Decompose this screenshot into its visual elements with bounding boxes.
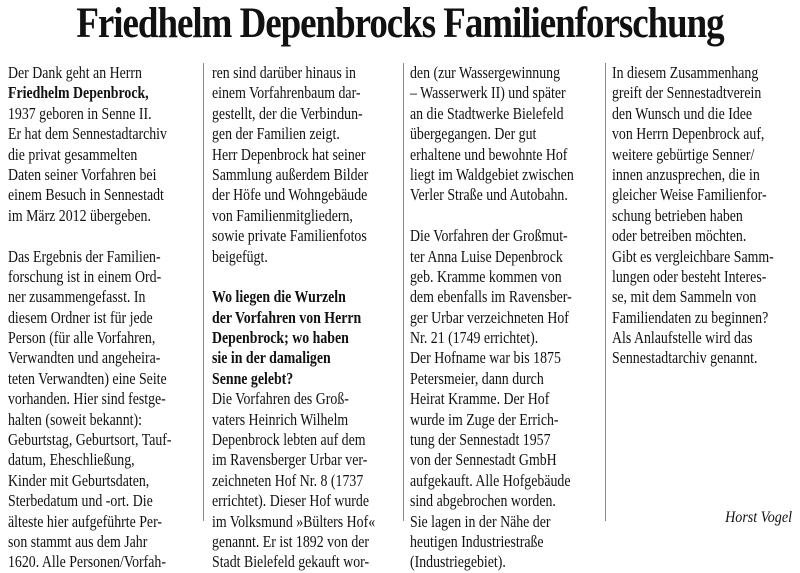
text-line: datum, Eheschließung, <box>8 450 135 470</box>
text-line: (Industriegebiet). <box>410 552 506 572</box>
text-line: tung der Sennestadt 1957 <box>410 430 551 450</box>
text-line: Heirat Kramme. Der Hof <box>410 389 550 409</box>
text-line: einem Vorfahrenbaum dar- <box>212 83 361 103</box>
text-line: – Wasserwerk II) und später <box>410 83 566 103</box>
paragraph-break <box>8 226 168 246</box>
article-column-3 <box>410 63 610 572</box>
text-line: Petersmeier, dann durch <box>410 368 544 388</box>
text-line: Sie lagen in der Nähe der <box>410 511 551 531</box>
text-line: aufgekauft. Alle Hofgebäude <box>410 470 571 490</box>
text-line: schung betrieben haben <box>612 205 743 225</box>
article-headline: Friedhelm Depenbrocks Familienforschung <box>76 0 724 47</box>
text-line: Als Anlaufstelle wird das <box>612 328 753 348</box>
text-line: diesem Ordner ist für jede <box>8 307 153 327</box>
text-line: ren sind darüber hinaus in <box>212 63 356 82</box>
text-line: 1937 geboren in Senne II. <box>8 103 152 123</box>
text-line: son stammt aus dem Jahr <box>8 531 148 551</box>
subheading-line: der Vorfahren von Herrn <box>212 307 362 327</box>
text-line: ter Anna Luise Depenbrock <box>410 246 563 266</box>
text-line: Die Vorfahren der Großmut- <box>410 226 568 246</box>
text-line: im März 2012 übergeben. <box>8 205 151 225</box>
text-line: dem ebenfalls im Ravensber- <box>410 287 572 307</box>
text-line: den Wunsch und die Idee <box>612 103 753 123</box>
text-line: Depenbrock lebten auf dem <box>212 430 366 450</box>
text-line: Nr. 21 (1749 errichtet). <box>410 328 539 348</box>
text-line: liegt im Waldgebiet zwischen <box>410 164 574 184</box>
text-line: gleicher Weise Familienfor- <box>612 185 767 205</box>
subheading-line: Senne gelebt? <box>212 368 294 388</box>
subheading-line: sie in der damaligen <box>212 348 331 368</box>
text-line: die privat gesammelten <box>8 144 138 164</box>
text-line: Der Dank geht an Herrn <box>8 63 142 82</box>
text-line: sowie private Familienfotos <box>212 226 367 246</box>
text-line: im Volksmund »Bülters Hof« <box>212 511 376 531</box>
text-line: beigefügt. <box>212 246 268 266</box>
text-line: ner zusammengefasst. In <box>8 287 146 307</box>
text-line: geb. Kramme kommen von <box>410 266 562 286</box>
text-line: weitere gebürtige Senner/ <box>612 144 755 164</box>
text-line: Er hat dem Sennestadtarchiv <box>8 124 167 144</box>
text-line: Herr Depenbrock hat seiner <box>212 144 366 164</box>
text-line: Sterbedatum und -ort. Die <box>8 491 153 511</box>
text-line: 1620. Alle Personen/Vorfah- <box>8 552 166 572</box>
text-line: im Ravensberger Urbar ver- <box>212 450 368 470</box>
text-line: Gibt es vergleichbare Samm- <box>612 246 774 266</box>
text-line: älteste hier aufgeführte Per- <box>8 511 163 531</box>
text-line: Geburtstag, Geburtsort, Tauf- <box>8 430 172 450</box>
text-line: Das Ergebnis der Familien- <box>8 246 161 266</box>
text-line: einem Besuch in Sennestadt <box>8 185 164 205</box>
text-line: gen der Familien zeigt. <box>212 124 340 144</box>
text-line: Person (für alle Vorfahren, <box>8 328 156 348</box>
text-line: heutigen Industriestraße <box>410 531 544 551</box>
text-line: forschung ist in einem Ord- <box>8 266 162 286</box>
text-line: ger Urbar verzeichneten Hof <box>410 307 569 327</box>
subheading-line: Friedhelm Depenbrock, <box>8 83 149 103</box>
article-column-2 <box>212 63 402 572</box>
text-line: von Familienmitgliedern, <box>212 205 353 225</box>
text-line: In diesem Zusammenhang <box>612 63 759 82</box>
text-line: übergegangen. Der gut <box>410 124 537 144</box>
text-line: Stadt Bielefeld gekauft wor- <box>212 552 370 572</box>
text-line: Verwandten und angeheira- <box>8 348 161 368</box>
text-line: innen anzusprechen, die in <box>612 164 760 184</box>
text-line: Daten seiner Vorfahren bei <box>8 164 157 184</box>
paragraph-break <box>212 267 372 287</box>
text-line: sind abgebrochen worden. <box>410 491 556 511</box>
paragraph-break <box>410 206 578 226</box>
text-line: wurde im Zuge der Errich- <box>410 409 559 429</box>
article-column-1 <box>8 63 198 572</box>
author-byline: Horst Vogel <box>725 509 792 526</box>
text-line: se, mit dem Sammeln von <box>612 287 757 307</box>
text-line: gestellt, der die Verbindun- <box>212 103 363 123</box>
subheading-line: Depenbrock; wo haben <box>212 328 349 348</box>
text-line: lungen oder besteht Interes- <box>612 266 767 286</box>
text-line: zeichneten Hof Nr. 8 (1737 <box>212 470 364 490</box>
text-line: von der Sennestadt GmbH <box>410 450 557 470</box>
column-divider <box>203 63 204 521</box>
text-line: halten (soweit bekannt): <box>8 409 142 429</box>
text-line: oder betreiben möchten. <box>612 226 747 246</box>
text-line: Verler Straße und Autobahn. <box>410 185 568 205</box>
text-line: vorhanden. Hier sind festge- <box>8 389 166 409</box>
text-line: vaters Heinrich Wilhelm <box>212 409 349 429</box>
text-line: der Höfe und Wohngebäude <box>212 185 368 205</box>
text-line: von Herrn Depenbrock auf, <box>612 124 765 144</box>
text-line: greift der Sennestadtverein <box>612 83 762 103</box>
text-line: Der Hofname war bis 1875 <box>410 348 561 368</box>
text-line: den (zur Wassergewinnung <box>410 63 561 82</box>
text-line: Sennestadtarchiv genannt. <box>612 348 758 368</box>
text-line: errichtet). Dieser Hof wurde <box>212 491 370 511</box>
text-line: Die Vorfahren des Groß- <box>212 389 349 409</box>
text-line: Kinder mit Geburtsdaten, <box>8 470 150 490</box>
text-line: teten Verwandten) eine Seite <box>8 368 167 388</box>
article-column-4 <box>612 63 800 533</box>
text-line: Familiendaten zu beginnen? <box>612 307 769 327</box>
column-divider <box>403 63 404 521</box>
subheading-line: Wo liegen die Wurzeln <box>212 287 346 307</box>
text-line: genannt. Er ist 1892 von der <box>212 531 370 551</box>
text-line: an die Stadtwerke Bielefeld <box>410 103 564 123</box>
text-line: erhaltene und bewohnte Hof <box>410 144 568 164</box>
text-line: Sammlung außerdem Bilder <box>212 164 369 184</box>
